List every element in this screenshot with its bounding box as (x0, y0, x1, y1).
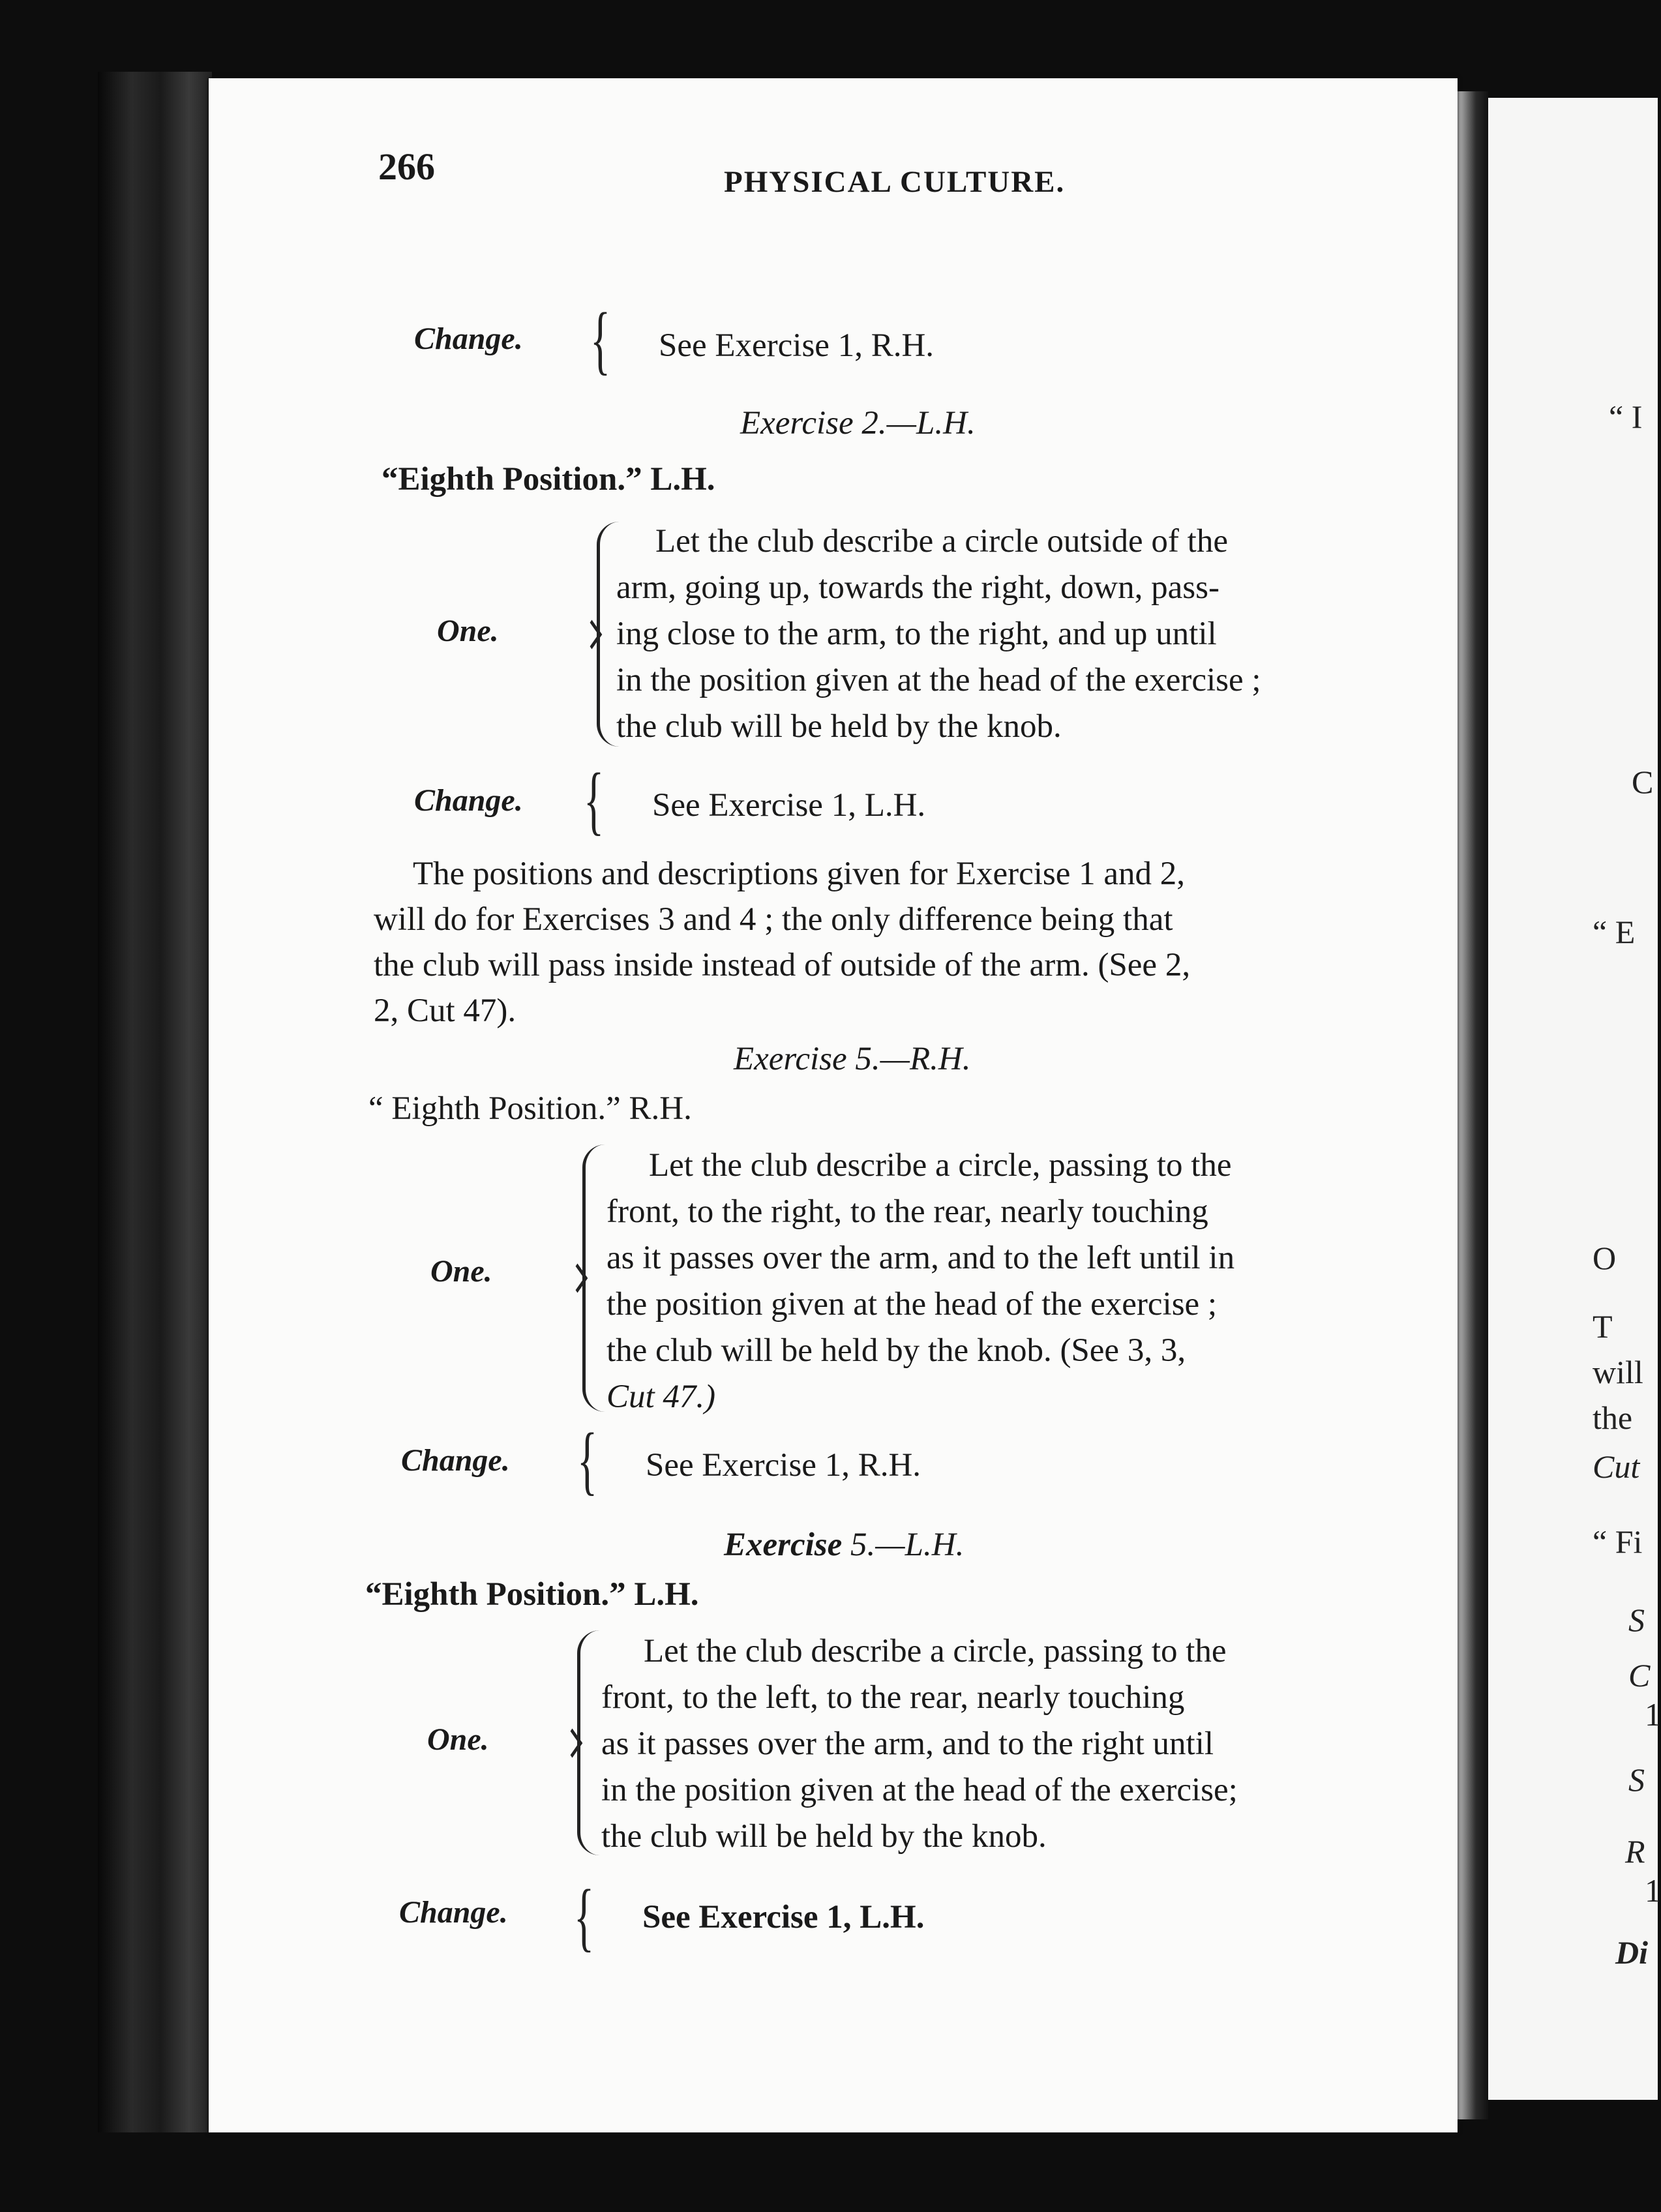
facing-fragment: “ Fi (1593, 1523, 1643, 1560)
line: arm, going up, towards the right, down, pass- (616, 569, 1220, 606)
facing-fragment: will (1593, 1354, 1643, 1390)
brace-icon (582, 1144, 605, 1412)
paragraph (374, 851, 1384, 1034)
facing-fragment: “ E (1593, 914, 1636, 950)
para-line: 2, Cut 47). (374, 993, 516, 1029)
exercise-heading (740, 404, 976, 442)
line: the club will be held by the knob. (601, 1818, 1047, 1855)
heading-word: Exercise (740, 405, 854, 441)
running-head (378, 145, 1066, 199)
line: as it passes over the arm, and to the left until in (606, 1240, 1235, 1276)
heading-rest: 2.—L.H. (861, 405, 976, 441)
facing-fragment: C (1628, 1657, 1651, 1694)
facing-fragment: 1 (1645, 1872, 1661, 1909)
line: front, to the right, to the rear, nearly touching (606, 1193, 1208, 1230)
facing-fragment: R (1625, 1833, 1645, 1870)
line: ing close to the arm, to the right, and up until (616, 616, 1217, 652)
running-title: PHYSICAL CULTURE. (724, 165, 1066, 199)
brace-icon: { (590, 297, 611, 382)
step-label: One. (430, 1254, 492, 1289)
facing-fragment: O (1593, 1240, 1617, 1276)
page-number: 266 (378, 145, 435, 188)
exercise-heading (724, 1526, 964, 1564)
facing-fragment: the (1593, 1399, 1633, 1436)
change-label: Change. (399, 1895, 508, 1930)
line: as it passes over the arm, and to the right until (601, 1726, 1214, 1762)
step-label: One. (437, 614, 499, 648)
step-lines (601, 1628, 1238, 1860)
line: Let the club describe a circle outside of the (655, 523, 1228, 560)
line: the position given at the head of the exercise ; (606, 1286, 1218, 1323)
line: the club will be held by the knob. (See 3, 3, (606, 1332, 1186, 1369)
facing-fragment: Di (1615, 1934, 1648, 1971)
facing-page (1488, 98, 1661, 2100)
heading-rest: 5.—L.H. (850, 1527, 965, 1563)
facing-fragment: Cut (1593, 1448, 1640, 1485)
facing-fragment: C (1632, 764, 1654, 800)
step-label: One. (427, 1722, 489, 1757)
gutter-shadow (1458, 91, 1488, 2119)
brace-icon (577, 1630, 600, 1855)
exercise-heading (734, 1040, 971, 1078)
brace-icon: { (574, 1874, 595, 1959)
facing-fragment: T (1593, 1308, 1613, 1345)
brace-icon: { (584, 757, 605, 843)
line: Let the club describe a circle, passing to the (649, 1147, 1232, 1184)
position-line: “Eighth Position.” L.H. (365, 1576, 699, 1613)
change-text: See Exercise 1, L.H. (642, 1899, 925, 1936)
line: the club will be held by the knob. (616, 708, 1062, 745)
brace-icon: { (577, 1417, 598, 1502)
facing-fragment: S (1628, 1602, 1645, 1638)
heading-word: Exercise (734, 1041, 847, 1077)
change-label: Change. (414, 321, 523, 356)
line: in the position given at the head of the exercise ; (616, 662, 1261, 698)
change-label: Change. (401, 1443, 510, 1478)
facing-fragment: 1 (1645, 1696, 1661, 1733)
line: Cut 47.) (606, 1379, 716, 1415)
line: front, to the left, to the rear, nearly touching (601, 1679, 1185, 1716)
facing-fragment: S (1628, 1761, 1645, 1798)
facing-fragment: “ I (1609, 398, 1643, 435)
change-text: See Exercise 1, R.H. (659, 327, 935, 364)
para-line: The positions and descriptions given for Exercise 1 and 2, (413, 856, 1186, 892)
heading-word: Exercise (724, 1527, 843, 1563)
step-lines (606, 1143, 1235, 1420)
para-line: the club will pass inside instead of outside of the arm. (See 2, (374, 947, 1191, 983)
change-label: Change. (414, 783, 523, 818)
line: in the position given at the head of the exercise; (601, 1772, 1238, 1808)
position-line: “ Eighth Position.” R.H. (368, 1090, 692, 1127)
line: Let the club describe a circle, passing to the (644, 1633, 1227, 1669)
book-binding (98, 72, 212, 2132)
para-line: will do for Exercises 3 and 4 ; the only difference being that (374, 901, 1173, 938)
change-text: See Exercise 1, R.H. (646, 1447, 921, 1484)
step-lines (616, 518, 1261, 750)
position-line: “Eighth Position.” L.H. (382, 461, 715, 498)
change-text: See Exercise 1, L.H. (652, 787, 926, 824)
heading-rest: 5.—R.H. (855, 1041, 971, 1077)
